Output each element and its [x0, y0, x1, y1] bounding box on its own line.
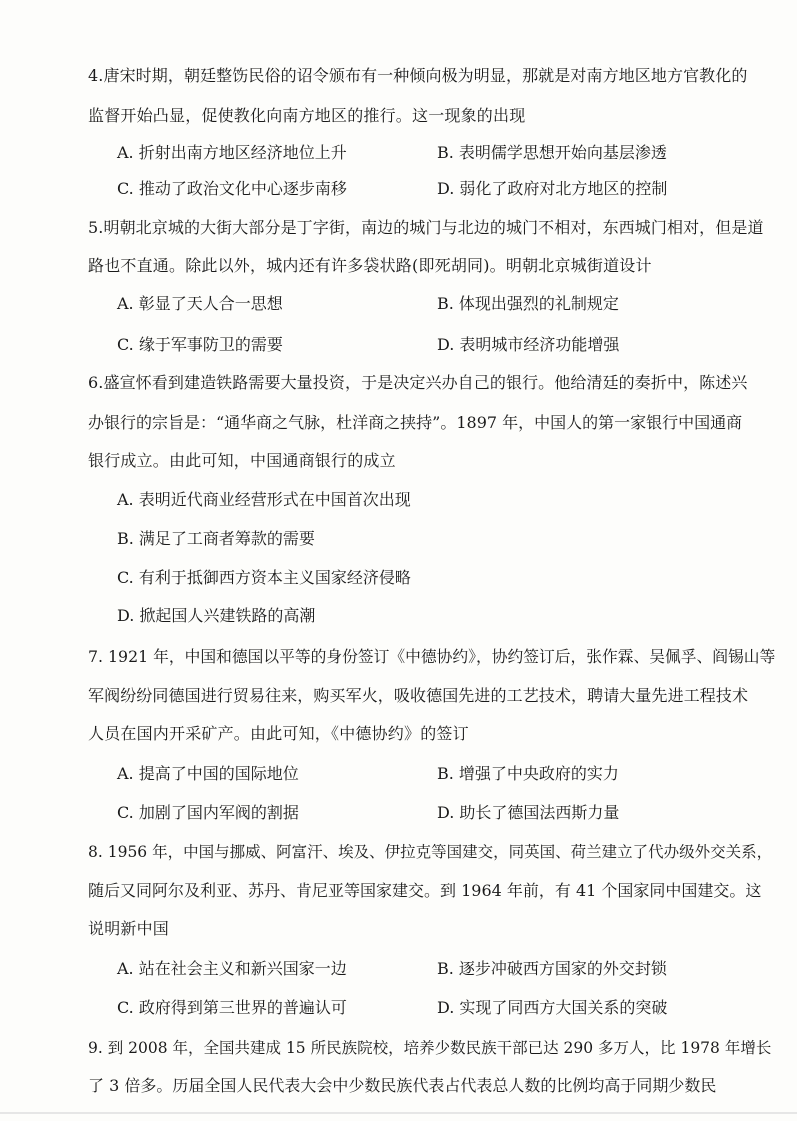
question-6-option-c: C. 有利于抵御西方资本主义国家经济侵略 — [117, 568, 411, 587]
question-8-option-c: C. 政府得到第三世界的普遍认可 — [117, 998, 347, 1017]
question-5-line-1: 5.明朝北京城的大街大部分是丁字街，南边的城门与北边的城门不相对，东西城门相对，但是道 — [88, 218, 764, 237]
question-7-line-1: 7. 1921 年，中国和德国以平等的身份签订《中德协约》，协约签订后，张作霖、吴佩孚、阎锡山等 — [88, 647, 776, 666]
question-8-line-2: 随后又同阿尔及利亚、苏丹、肯尼亚等国家建交。到 1964 年前，有 41 个国家同中国建交。这 — [88, 881, 762, 900]
question-4-line-1: 4.唐宋时期，朝廷整饬民俗的诏令颁布有一种倾向极为明显，那就是对南方地区地方官教化的 — [88, 66, 748, 85]
question-6-line-2: 办银行的宗旨是：“通华商之气脉，杜洋商之挟持”。1897 年，中国人的第一家银行中国通商 — [88, 413, 743, 432]
question-5-option-b: B. 体现出强烈的礼制规定 — [437, 294, 619, 313]
question-4-option-d: D. 弱化了政府对北方地区的控制 — [437, 179, 668, 198]
question-7-line-2: 军阀纷纷同德国进行贸易往来，购买军火，吸收德国先进的工艺技术，聘请大量先进工程技术 — [88, 686, 749, 705]
question-7-option-a: A. 提高了中国的国际地位 — [117, 764, 299, 783]
question-7-line-3: 人员在国内开采矿产。由此可知，《中德协约》的签订 — [88, 724, 469, 743]
question-9-line-1: 9. 到 2008 年，全国共建成 15 所民族院校，培养少数民族干部已达 290 多万人，比 1978 年增长 — [88, 1039, 772, 1057]
question-6-line-3: 银行成立。由此可知，中国通商银行的成立 — [88, 451, 396, 470]
page-bottom-edge — [0, 1112, 797, 1114]
question-4-line-2: 监督开始凸显，促使教化向南方地区的推行。这一现象的出现 — [88, 106, 526, 125]
question-4-option-a: A. 折射出南方地区经济地位上升 — [117, 143, 347, 162]
question-7-option-b: B. 增强了中央政府的实力 — [437, 764, 619, 783]
question-7-option-d: D. 助长了德国法西斯力量 — [437, 803, 620, 822]
question-6-option-d: D. 掀起国人兴建铁路的高潮 — [117, 606, 316, 625]
question-4-option-b: B. 表明儒学思想开始向基层渗透 — [437, 143, 667, 162]
question-8-option-d: D. 实现了同西方大国关系的突破 — [437, 998, 668, 1017]
question-8-option-a: A. 站在社会主义和新兴国家一边 — [117, 959, 347, 978]
question-5-option-d: D. 表明城市经济功能增强 — [437, 335, 620, 354]
question-5-line-2: 路也不直通。除此以外，城内还有许多袋状路(即死胡同)。明朝北京城街道设计 — [88, 256, 652, 275]
question-6-line-1: 6.盛宣怀看到建造铁路需要大量投资，于是决定兴办自己的银行。他给清廷的奏折中，陈述兴 — [88, 373, 748, 392]
question-9-line-2: 了 3 倍多。历届全国人民代表大会中少数民族代表占代表总人数的比例均高于同期少数民 — [88, 1076, 717, 1095]
question-6-option-b: B. 满足了工商者筹款的需要 — [117, 529, 315, 548]
question-5-option-a: A. 彰显了天人合一思想 — [117, 294, 283, 313]
question-8-line-3: 说明新中国 — [88, 919, 170, 938]
question-7-option-c: C. 加剧了国内军阀的割据 — [117, 803, 299, 822]
question-4-option-c: C. 推动了政治文化中心逐步南移 — [117, 179, 347, 198]
question-8-line-1: 8. 1956 年，中国与挪威、阿富汗、埃及、伊拉克等国建交，同英国、荷兰建立了代办级外交关系， — [88, 843, 773, 861]
question-6-option-a: A. 表明近代商业经营形式在中国首次出现 — [117, 490, 411, 509]
question-8-option-b: B. 逐步冲破西方国家的外交封锁 — [437, 959, 667, 978]
question-5-option-c: C. 缘于军事防卫的需要 — [117, 335, 283, 354]
